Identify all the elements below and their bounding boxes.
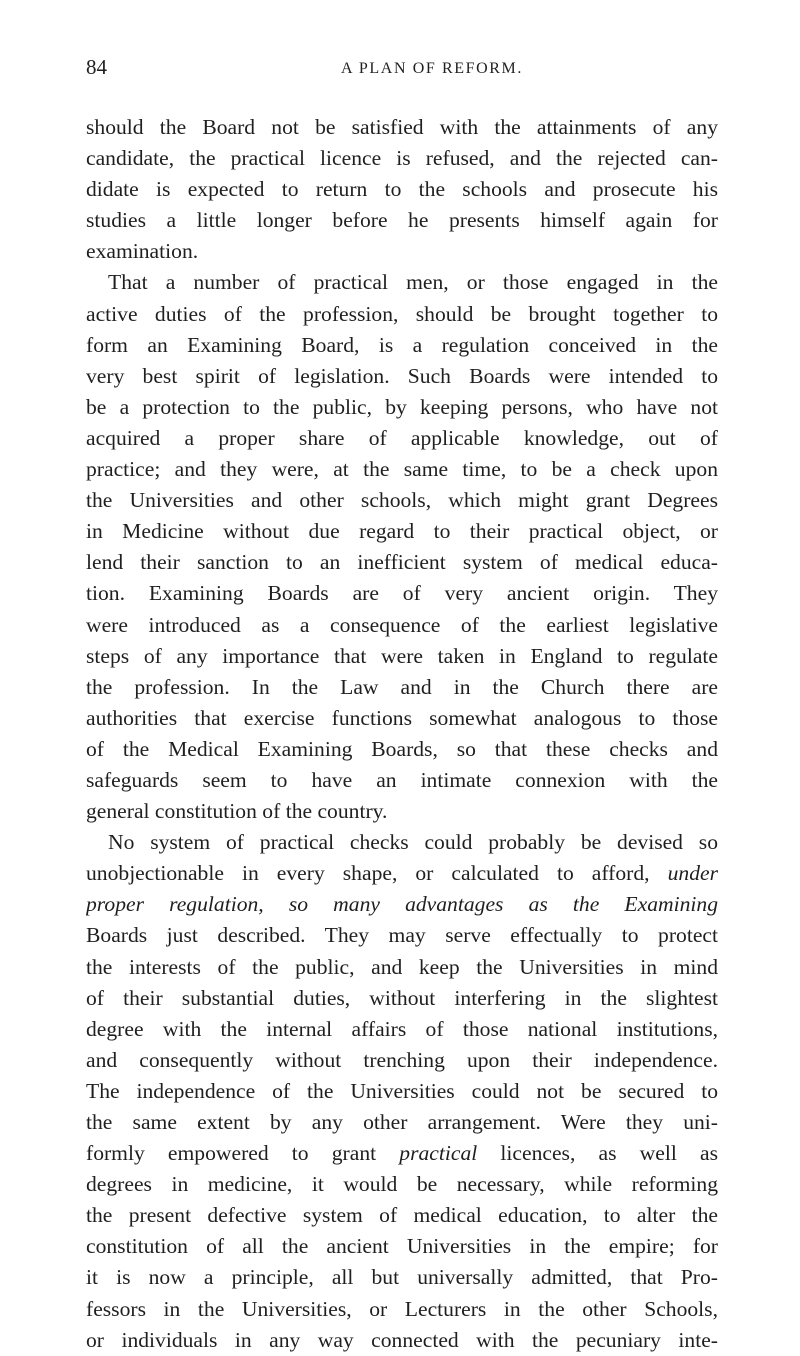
text-line: and consequently without trenching upon their independence. [86,1047,718,1072]
text-line: degrees in medicine, it would be necessary, while reforming [86,1172,718,1197]
text-line [86,1138,718,1169]
text-line: No system of practical checks could probably be devised so [108,830,718,855]
italic-word: under [667,861,718,886]
text-line: the present defective system of medical education, to alter the [86,1203,718,1228]
text-fragment: unobjectionable in every shape, or calculated to afford, [86,861,650,886]
body-text [86,112,718,1356]
text-line: practice; and they were, at the same time, to be a check upon [86,457,718,482]
text-line: of their substantial duties, without interfering in the slightest [86,985,718,1010]
text-line: were introduced as a consequence of the earliest legislative [86,612,718,637]
text-line: acquired a proper share of applicable knowledge, out of [86,425,718,450]
text-line [86,889,718,920]
text-line: should the Board not be satisfied with the attainments of any [86,115,718,139]
page-header [86,52,718,82]
text-line: tion. Examining Boards are of very ancient origin. They [86,581,718,606]
text-line: be a protection to the public, by keeping persons, who have not [86,394,718,419]
text-line: form an Examining Board, is a regulation conceived in the [86,332,718,357]
text-line: very best spirit of legislation. Such Boards were intended to [86,363,718,388]
text-fragment: licences, as well as [500,1141,718,1166]
text-fragment: regulation, so many advantages as the Examining [169,892,718,917]
text-line: of the Medical Examining Boards, so that these checks and [86,736,718,761]
text-line: fessors in the Universities, or Lecturers in the other Schools, [86,1296,718,1321]
text-line: general constitution of the country. [86,799,388,824]
running-head: A PLAN OF REFORM. [341,60,523,77]
text-line: candidate, the practical licence is refused, and the rejected can- [86,146,718,171]
text-line: the interests of the public, and keep the Universities in mind [86,954,718,979]
text-line: Boards just described. They may serve effectually to protect [86,923,718,948]
italic-word: practical [399,1141,478,1166]
text-line: safeguards seem to have an intimate connexion with the [86,767,718,792]
text-line: didate is expected to return to the schools and prosecute his [86,177,718,202]
page-number: 84 [86,55,107,79]
text-line: the Universities and other schools, which might grant Degrees [86,488,718,513]
text-line: degree with the internal affairs of those national institutions, [86,1016,718,1041]
text-line: in Medicine without due regard to their practical object, or [86,519,718,544]
text-line: the same extent by any other arrangement. Were they uni- [86,1110,718,1134]
text-line [86,858,718,889]
text-line: active duties of the profession, should be brought together to [86,301,718,326]
text-line: or individuals in any way connected with the pecuniary inte- [86,1327,718,1352]
text-line: it is now a principle, all but universally admitted, that Pro- [86,1265,718,1290]
text-line: The independence of the Universities could not be secured to [86,1078,718,1103]
text-line: That a number of practical men, or those engaged in the [108,270,718,295]
text-line: steps of any importance that were taken in England to regulate [86,643,718,668]
text-line: studies a little longer before he presents himself again for [86,208,718,233]
text-line: lend their sanction to an inefficient system of medical educa- [86,550,718,575]
text-fragment: formly empowered to grant [86,1141,377,1166]
text-line: constitution of all the ancient Universities in the empire; for [86,1234,718,1259]
text-line: authorities that exercise functions somewhat analogous to those [86,705,718,730]
italic-word: proper [86,892,144,917]
text-line: examination. [86,239,199,264]
text-line: the profession. In the Law and in the Church there are [86,674,718,699]
